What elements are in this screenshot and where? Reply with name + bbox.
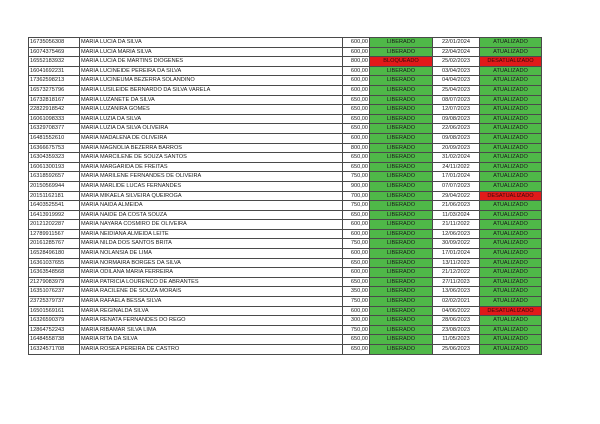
table-row (29, 268, 542, 278)
cell-name[interactable]: MARIA ROSEA PEREIRA DE CASTRO (80, 345, 343, 355)
table-row (29, 153, 542, 163)
table-row (29, 210, 542, 220)
cell-update-tag[interactable]: ATUALIZADO (480, 162, 542, 172)
cell-date[interactable]: 17/01/2024 (433, 172, 480, 182)
cell-date[interactable]: 25/04/2023 (433, 85, 480, 95)
cell-name[interactable]: MARIA LUSILEIDE BERNARDO DA SILVA VARELA (80, 85, 343, 95)
cell-id[interactable]: 16573275796 (29, 85, 80, 95)
table-row (29, 249, 542, 259)
cell-name[interactable]: MARIA NAYARA COSMIRO DE OLIVEIRA (80, 220, 343, 230)
cell-status[interactable]: LIBERADO (370, 162, 433, 172)
cell-value[interactable]: 600,00 (343, 220, 370, 230)
cell-date[interactable]: 11/05/2023 (433, 335, 480, 345)
cell-name[interactable]: MARIA NORMAIRA BORGES DA SILVA (80, 258, 343, 268)
table-row (29, 181, 542, 191)
cell-status[interactable]: LIBERADO (370, 181, 433, 191)
cell-value[interactable]: 650,00 (343, 124, 370, 134)
cell-id[interactable]: 16528496180 (29, 249, 80, 259)
cell-date[interactable]: 21/11/2022 (433, 220, 480, 230)
cell-status[interactable]: LIBERADO (370, 287, 433, 297)
cell-update-tag[interactable]: ATUALIZADO (480, 124, 542, 134)
cell-name[interactable]: MARIA MARCILENE DE SOUZA SANTOS (80, 153, 343, 163)
cell-name[interactable]: MARIA RACILENE DE SOUZA MORAIS (80, 287, 343, 297)
cell-name[interactable]: MARIA RITA DA SILVA (80, 335, 343, 345)
cell-update-tag[interactable]: ATUALIZADO (480, 105, 542, 115)
table-row (29, 47, 542, 57)
cell-id[interactable]: 12789911567 (29, 229, 80, 239)
cell-id[interactable]: 16041692231 (29, 66, 80, 76)
cell-id[interactable]: 17362598213 (29, 76, 80, 86)
cell-date[interactable]: 13/11/2023 (433, 258, 480, 268)
cell-id[interactable]: 16318592657 (29, 172, 80, 182)
cell-name[interactable]: MARIA MARLIDE LUCAS FERNANDES (80, 181, 343, 191)
cell-value[interactable]: 750,00 (343, 172, 370, 182)
table-row (29, 162, 542, 172)
cell-update-tag[interactable]: ATUALIZADO (480, 297, 542, 307)
cell-status[interactable]: LIBERADO (370, 220, 433, 230)
cell-update-tag[interactable]: ATUALIZADO (480, 143, 542, 153)
cell-status[interactable]: LIBERADO (370, 143, 433, 153)
cell-date[interactable]: 21/06/2023 (433, 201, 480, 211)
cell-update-tag[interactable]: ATUALIZADO (480, 76, 542, 86)
table-row (29, 306, 542, 316)
cell-update-tag[interactable]: ATUALIZADO (480, 229, 542, 239)
table-row (29, 316, 542, 326)
table-row (29, 105, 542, 115)
cell-value[interactable]: 800,00 (343, 57, 370, 67)
cell-name[interactable]: MARIA MIKAELA SILVEIRA QUEIROGA (80, 191, 343, 201)
table-row (29, 201, 542, 211)
cell-update-tag[interactable]: ATUALIZADO (480, 66, 542, 76)
cell-update-tag[interactable]: ATUALIZADO (480, 316, 542, 326)
cell-date[interactable]: 25/02/2023 (433, 57, 480, 67)
cell-update-tag[interactable]: DESATUALIZADO (480, 57, 542, 67)
cell-value[interactable]: 300,00 (343, 316, 370, 326)
cell-date[interactable]: 09/08/2023 (433, 133, 480, 143)
cell-update-tag[interactable]: ATUALIZADO (480, 220, 542, 230)
cell-id[interactable]: 16735056308 (29, 38, 80, 48)
cell-status[interactable]: LIBERADO (370, 258, 433, 268)
cell-status[interactable]: LIBERADO (370, 76, 433, 86)
cell-name[interactable]: MARIA NOLANSIA DE LIMA (80, 249, 343, 259)
table-row (29, 95, 542, 105)
cell-name[interactable]: MARIA RENATA FERNANDES DO REGO (80, 316, 343, 326)
cell-name[interactable]: MARIA LUCIA DE MARTINS DIOGENES (80, 57, 343, 67)
cell-name[interactable]: MARIA MADALENA DE OLIVEIRA (80, 133, 343, 143)
table-row (29, 85, 542, 95)
cell-status[interactable]: LIBERADO (370, 38, 433, 48)
cell-date[interactable]: 17/01/2024 (433, 249, 480, 259)
table-row (29, 38, 542, 48)
cell-id[interactable]: 16304359323 (29, 153, 80, 163)
cell-status[interactable]: LIBERADO (370, 325, 433, 335)
cell-update-tag[interactable]: ATUALIZADO (480, 249, 542, 259)
table-row (29, 297, 542, 307)
cell-update-tag[interactable]: ATUALIZADO (480, 277, 542, 287)
cell-value[interactable]: 750,00 (343, 325, 370, 335)
cell-date[interactable]: 03/04/2023 (433, 66, 480, 76)
cell-id[interactable]: 16361037655 (29, 258, 80, 268)
cell-date[interactable]: 24/11/2022 (433, 162, 480, 172)
cell-value[interactable]: 600,00 (343, 47, 370, 57)
cell-id[interactable]: 20150569944 (29, 181, 80, 191)
cell-status[interactable]: LIBERADO (370, 306, 433, 316)
cell-id[interactable]: 16484558738 (29, 335, 80, 345)
cell-date[interactable]: 31/02/2024 (433, 153, 480, 163)
cell-name[interactable]: MARIA LUZIA DA SILVA OLIVEIRA (80, 124, 343, 134)
cell-id[interactable]: 22822918542 (29, 105, 80, 115)
cell-id[interactable]: 16326590379 (29, 316, 80, 326)
spreadsheet-body (29, 38, 542, 355)
cell-status[interactable]: LIBERADO (370, 249, 433, 259)
cell-value[interactable]: 650,00 (343, 258, 370, 268)
cell-id[interactable]: 16061098333 (29, 114, 80, 124)
cell-date[interactable]: 22/06/2023 (433, 124, 480, 134)
cell-name[interactable]: MARIA RIBAMAR SILVA LIMA (80, 325, 343, 335)
cell-name[interactable]: MARIA MARILENE FERNANDES DE OLIVEIRA (80, 172, 343, 182)
cell-update-tag[interactable]: ATUALIZADO (480, 258, 542, 268)
cell-name[interactable]: MARIA MAGNOLIA BEZERRA BARROS (80, 143, 343, 153)
cell-status[interactable]: LIBERADO (370, 239, 433, 249)
cell-value[interactable]: 650,00 (343, 95, 370, 105)
cell-name[interactable]: MARIA LUCIA DA SILVA (80, 38, 343, 48)
cell-date[interactable]: 20/09/2023 (433, 143, 480, 153)
cell-value[interactable]: 600,00 (343, 66, 370, 76)
cell-name[interactable]: MARIA RAFAELA BESSA SILVA (80, 297, 343, 307)
cell-status[interactable]: LIBERADO (370, 297, 433, 307)
cell-status[interactable]: LIBERADO (370, 191, 433, 201)
cell-date[interactable]: 28/06/2023 (433, 316, 480, 326)
cell-update-tag[interactable]: ATUALIZADO (480, 153, 542, 163)
cell-date[interactable]: 04/04/2023 (433, 76, 480, 86)
cell-value[interactable]: 650,00 (343, 335, 370, 345)
cell-update-tag[interactable]: ATUALIZADO (480, 210, 542, 220)
table-row (29, 239, 542, 249)
table-row (29, 325, 542, 335)
cell-value[interactable]: 650,00 (343, 210, 370, 220)
cell-name[interactable]: MARIA LUZIA DA SILVA (80, 114, 343, 124)
cell-name[interactable]: MARIA ODILANA MARIA FERREIRA (80, 268, 343, 278)
cell-id[interactable]: 23725379737 (29, 297, 80, 307)
cell-date[interactable]: 29/04/2022 (433, 191, 480, 201)
cell-date[interactable]: 12/07/2023 (433, 105, 480, 115)
cell-date[interactable]: 08/07/2023 (433, 95, 480, 105)
cell-name[interactable]: MARIA PATRICIA LOURENCO DE ABRANTES (80, 277, 343, 287)
cell-status[interactable]: LIBERADO (370, 316, 433, 326)
cell-id[interactable]: 16061300193 (29, 162, 80, 172)
cell-status[interactable]: LIBERADO (370, 124, 433, 134)
cell-status[interactable]: LIBERADO (370, 277, 433, 287)
cell-id[interactable]: 16481552610 (29, 133, 80, 143)
cell-update-tag[interactable]: ATUALIZADO (480, 172, 542, 182)
cell-value[interactable]: 600,00 (343, 306, 370, 316)
cell-value[interactable]: 600,00 (343, 133, 370, 143)
cell-date[interactable]: 21/12/2022 (433, 268, 480, 278)
cell-update-tag[interactable]: ATUALIZADO (480, 287, 542, 297)
cell-status[interactable]: LIBERADO (370, 47, 433, 57)
table-row (29, 172, 542, 182)
cell-value[interactable]: 800,00 (343, 143, 370, 153)
cell-value[interactable]: 750,00 (343, 201, 370, 211)
cell-update-tag[interactable]: ATUALIZADO (480, 85, 542, 95)
cell-id[interactable]: 16413919992 (29, 210, 80, 220)
table-row (29, 277, 542, 287)
cell-value[interactable]: 650,00 (343, 345, 370, 355)
cell-id[interactable]: 16351076237 (29, 287, 80, 297)
table-row (29, 258, 542, 268)
cell-update-tag[interactable]: DESATUALIZADO (480, 191, 542, 201)
cell-update-tag[interactable]: ATUALIZADO (480, 201, 542, 211)
cell-id[interactable]: 16074375469 (29, 47, 80, 57)
cell-value[interactable]: 350,00 (343, 287, 370, 297)
cell-name[interactable]: MARIA REGINALDA SILVA (80, 306, 343, 316)
cell-date[interactable]: 25/06/2023 (433, 345, 480, 355)
cell-name[interactable]: MARIA NILDA DOS SANTOS BRITA (80, 239, 343, 249)
cell-status[interactable]: LIBERADO (370, 335, 433, 345)
cell-id[interactable]: 20121202287 (29, 220, 80, 230)
table-row (29, 191, 542, 201)
table-row (29, 287, 542, 297)
cell-date[interactable]: 23/08/2023 (433, 325, 480, 335)
cell-value[interactable]: 750,00 (343, 297, 370, 307)
table-row (29, 229, 542, 239)
cell-value[interactable]: 700,00 (343, 191, 370, 201)
cell-status[interactable]: BLOQUEADO (370, 57, 433, 67)
cell-name[interactable]: MARIA LUZANIRA GOMES (80, 105, 343, 115)
cell-id[interactable]: 16403525541 (29, 201, 80, 211)
table-row (29, 220, 542, 230)
cell-update-tag[interactable]: ATUALIZADO (480, 335, 542, 345)
table-row (29, 66, 542, 76)
cell-id[interactable]: 16552183932 (29, 57, 80, 67)
cell-status[interactable]: LIBERADO (370, 105, 433, 115)
cell-status[interactable]: LIBERADO (370, 345, 433, 355)
table-row (29, 335, 542, 345)
cell-status[interactable]: LIBERADO (370, 133, 433, 143)
cell-id[interactable]: 21279083979 (29, 277, 80, 287)
table-row (29, 143, 542, 153)
table-row (29, 345, 542, 355)
cell-status[interactable]: LIBERADO (370, 153, 433, 163)
cell-update-tag[interactable]: ATUALIZADO (480, 114, 542, 124)
cell-name[interactable]: MARIA LUZANETE DA SILVA (80, 95, 343, 105)
cell-value[interactable]: 600,00 (343, 229, 370, 239)
cell-name[interactable]: MARIA MARGARIDA DE FREITAS (80, 162, 343, 172)
cell-status[interactable]: LIBERADO (370, 229, 433, 239)
cell-name[interactable]: MARIA LUCIA MARIA SILVA (80, 47, 343, 57)
spreadsheet-table (28, 37, 542, 355)
cell-id[interactable]: 16366675753 (29, 143, 80, 153)
cell-update-tag[interactable]: ATUALIZADO (480, 47, 542, 57)
cell-value[interactable]: 600,00 (343, 268, 370, 278)
cell-id[interactable]: 16324571708 (29, 345, 80, 355)
cell-value[interactable]: 650,00 (343, 277, 370, 287)
cell-id[interactable]: 16732818167 (29, 95, 80, 105)
cell-update-tag[interactable]: ATUALIZADO (480, 133, 542, 143)
table-row (29, 133, 542, 143)
cell-date[interactable]: 12/06/2023 (433, 229, 480, 239)
cell-id[interactable]: 12864752243 (29, 325, 80, 335)
cell-status[interactable]: LIBERADO (370, 201, 433, 211)
cell-name[interactable]: MARIA NAIDA ALMEIDA (80, 201, 343, 211)
table-row (29, 114, 542, 124)
cell-date[interactable]: 02/02/2021 (433, 297, 480, 307)
table-row (29, 57, 542, 67)
cell-id[interactable]: 16363548568 (29, 268, 80, 278)
cell-status[interactable]: LIBERADO (370, 210, 433, 220)
cell-name[interactable]: MARIA NEIDIANA ALMEIDA LEITE (80, 229, 343, 239)
cell-name[interactable]: MARIA LUCINEIDE PEREIRA DA SILVA (80, 66, 343, 76)
cell-status[interactable]: LIBERADO (370, 85, 433, 95)
cell-update-tag[interactable]: ATUALIZADO (480, 239, 542, 249)
cell-update-tag[interactable]: ATUALIZADO (480, 268, 542, 278)
cell-value[interactable]: 900,00 (343, 181, 370, 191)
cell-date[interactable]: 13/06/2023 (433, 287, 480, 297)
cell-id[interactable]: 20161285767 (29, 239, 80, 249)
cell-value[interactable]: 600,00 (343, 76, 370, 86)
cell-status[interactable]: LIBERADO (370, 95, 433, 105)
cell-value[interactable]: 650,00 (343, 114, 370, 124)
cell-value[interactable]: 750,00 (343, 239, 370, 249)
cell-date[interactable]: 27/11/2023 (433, 277, 480, 287)
cell-id[interactable]: 16501569161 (29, 306, 80, 316)
cell-status[interactable]: LIBERADO (370, 114, 433, 124)
cell-name[interactable]: MARIA NAIDE DA COSTA SOUZA (80, 210, 343, 220)
cell-value[interactable]: 600,00 (343, 38, 370, 48)
cell-update-tag[interactable]: ATUALIZADO (480, 345, 542, 355)
cell-value[interactable]: 650,00 (343, 105, 370, 115)
cell-date[interactable]: 30/09/2022 (433, 239, 480, 249)
cell-value[interactable]: 650,00 (343, 153, 370, 163)
cell-date[interactable]: 04/06/2022 (433, 306, 480, 316)
cell-date[interactable]: 22/04/2024 (433, 47, 480, 57)
cell-value[interactable]: 650,00 (343, 162, 370, 172)
cell-value[interactable]: 600,00 (343, 85, 370, 95)
cell-update-tag[interactable]: DESATUALIZADO (480, 306, 542, 316)
cell-status[interactable]: LIBERADO (370, 66, 433, 76)
cell-id[interactable]: 20151162181 (29, 191, 80, 201)
cell-update-tag[interactable]: ATUALIZADO (480, 38, 542, 48)
cell-date[interactable]: 22/01/2024 (433, 38, 480, 48)
cell-date[interactable]: 07/07/2023 (433, 181, 480, 191)
cell-id[interactable]: 16329708377 (29, 124, 80, 134)
cell-date[interactable]: 11/03/2024 (433, 210, 480, 220)
cell-status[interactable]: LIBERADO (370, 172, 433, 182)
table-row (29, 76, 542, 86)
cell-update-tag[interactable]: ATUALIZADO (480, 95, 542, 105)
cell-update-tag[interactable]: ATUALIZADO (480, 325, 542, 335)
cell-status[interactable]: LIBERADO (370, 268, 433, 278)
cell-value[interactable]: 600,00 (343, 249, 370, 259)
table-row (29, 124, 542, 134)
cell-date[interactable]: 09/08/2023 (433, 114, 480, 124)
cell-update-tag[interactable]: ATUALIZADO (480, 181, 542, 191)
cell-name[interactable]: MARIA LUCINEUMA BEZERRA SOLANDINO (80, 76, 343, 86)
